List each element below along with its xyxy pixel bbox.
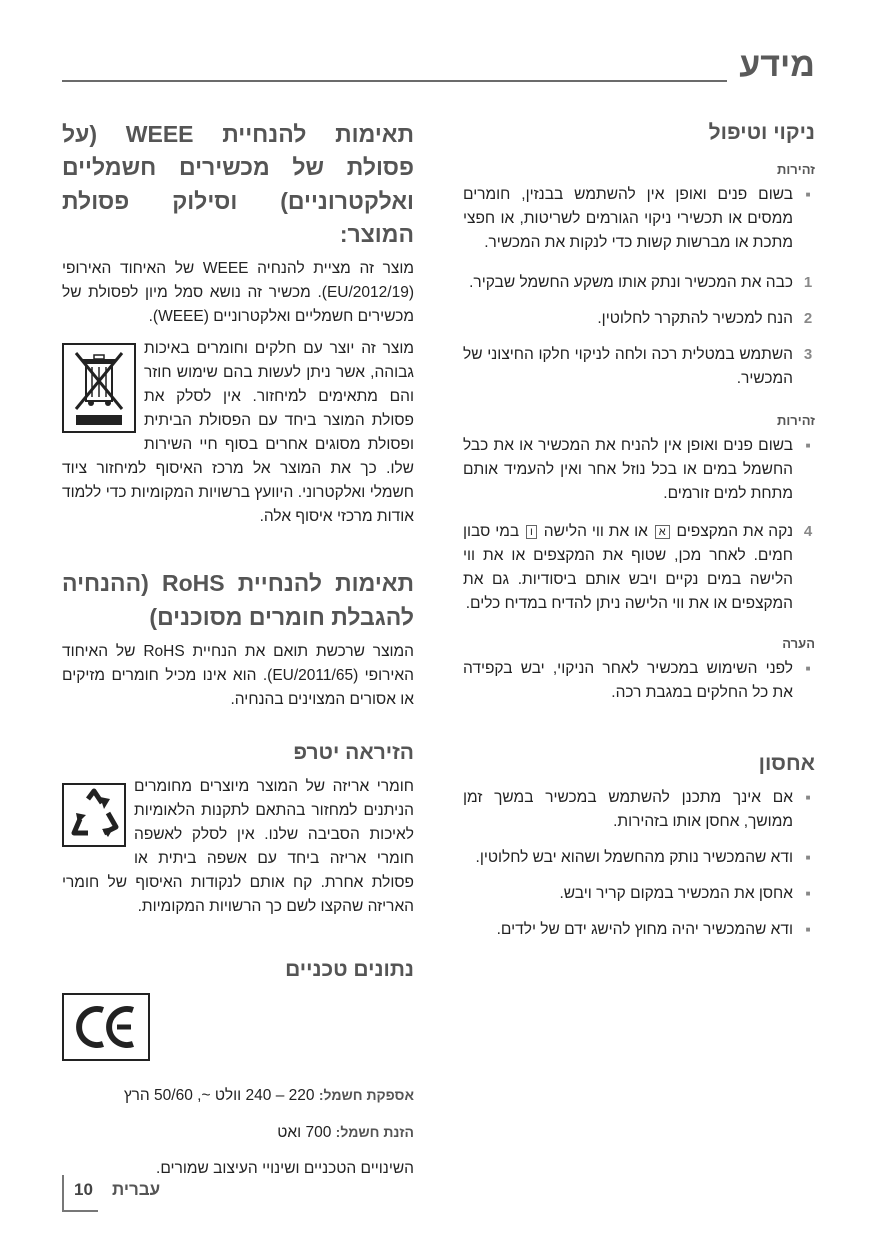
bullet-icon: ■ bbox=[805, 441, 811, 451]
bullet-icon: ■ bbox=[805, 924, 811, 934]
list-item: ■ בשום פנים ואופן אין להניח את המכשיר או את כבל החשמל במים או בכל נוזל אחר ואין להעמיד אותם מתחת למים זורמים. bbox=[463, 434, 815, 506]
technical-heading: נתונים טכניים bbox=[285, 957, 414, 981]
rohs-paragraph: המוצר שרכשת תואם את הנחיית RoHS של האיחוד האירופי (EU/2011/65). הוא אינו מכיל חומרים מזיקים או אסורים המצוינים בהנחיה. bbox=[62, 643, 415, 709]
storage-heading: אחסון bbox=[758, 752, 815, 776]
bullet-icon: ■ bbox=[805, 792, 811, 802]
list-item: ■ ודא שהמכשיר נותק מהחשמל ושהוא יבש לחלוטין. bbox=[463, 846, 815, 870]
step-item: 1 כבה את המכשיר ונתק אותו משקע החשמל שבקיר. bbox=[469, 274, 813, 292]
packaging-paragraph: חומרי אריזה של המוצר מיוצרים מחומרים הניתנים למחזור בהתאם לתקנות הלאומיות לאיכות הסביבה שלנו. אין לסלק לאשפה חומרי אריזה ביחד עם אשפה ביתית או פסולת אחרת. קח אותם לנקודות האיסוף של חומרי האריזה שהקצו לשם כך הרשויות המקומיות. bbox=[62, 777, 414, 915]
cleaning-heading: ניקוי וטיפול bbox=[708, 121, 815, 144]
list-item: ■ בשום פנים ואופן אין להשתמש בבנזין, חומרים ממסים או תכשירי ניקוי הגורמים לשריטות, או חפצי מתכת או מברשות קשות כדי לנקות את המכשיר. bbox=[463, 183, 815, 255]
footer-rule bbox=[62, 1175, 64, 1211]
ce-mark-icon bbox=[62, 993, 150, 1061]
key-b-label: ו bbox=[526, 525, 537, 539]
crossed-bin-icon bbox=[62, 343, 136, 433]
list-item: ■ לפני השימוש במכשיר לאחר הניקוי, יבש בקפידה את כל החלקים במגבת רכה. bbox=[463, 657, 815, 705]
weee-heading: תאימות להנחיית WEEE (על פסולת של מכשירים חשמליים ואלקטרוניים) וסילוק פסולת המוצר: bbox=[62, 121, 415, 248]
footer-language: עברית bbox=[112, 1180, 161, 1199]
packaging-heading: הזיראה יטרפ bbox=[293, 741, 414, 765]
recycle-icon bbox=[62, 783, 126, 847]
footer-rule bbox=[62, 1210, 98, 1212]
warning-label: זהירות bbox=[777, 413, 815, 429]
rohs-heading: תאימות להנחיית RoHS (ההנחיה להגבלת חומרים מסוכנים) bbox=[62, 570, 414, 630]
power-input-spec: הזנת חשמל: 700 ואט bbox=[277, 1123, 414, 1141]
bullet-icon: ■ bbox=[805, 852, 811, 862]
weee-paragraph: מוצר זה מציית להנחיה WEEE של האיחוד האירופי (EU/2012/19). מכשיר זה נושא סמל מיון לפסולת של מכשירים חשמליים ואלקטרוניים (WEEE). bbox=[62, 260, 415, 326]
page-number: 10 bbox=[74, 1180, 93, 1199]
power-supply-spec: אספקת חשמל: 220 – 240 וולט ~, 50/60 הרץ bbox=[123, 1086, 414, 1104]
disclaimer: השינויים הטכניים ושינויי העיצוב שמורים. bbox=[156, 1159, 414, 1177]
bullet-icon: ■ bbox=[805, 888, 811, 898]
note-label: הערה bbox=[782, 636, 815, 652]
list-item: ■ אם אינך מתכנן להשתמש במכשיר במשך זמן ממושך, אחסן אותו בזהירות. bbox=[463, 786, 815, 834]
key-a-label: א bbox=[655, 525, 670, 539]
bullet-icon: ■ bbox=[805, 664, 811, 674]
title-rule bbox=[62, 80, 727, 82]
page-title: מידע bbox=[739, 46, 815, 84]
step-item: 3 השתמש במטלית רכה ולחה לניקוי חלקו החיצוני של המכשיר. bbox=[463, 346, 813, 388]
weee-paragraph-2: מוצר זה יוצר עם חלקים וחומרים באיכות גבוהה, אשר ניתן לעשות בהם שימוש חוזר והם מתאימים למיחזור. אין לסלק את פסולת המוצר ביחד עם הפסולת הביתית ופסולת מסוגים אחרים בסוף חיי השירות שלו. כך את המוצר אל מרכז האיסוף למיחזור ציוד חשמלי ואלקטרוני. היוועץ ברשויות המקומיות כדי ללמוד אודות מרכזי איסוף אלה. bbox=[62, 340, 414, 526]
step-item: 4 נקה את המקצפים א או את ווי הלישה ו במי סבון חמים. לאחר מכן, שטוף את המקצפים או את ווי הלישה במים נקיים ויבש אותם ביסודיות. גם את המקצפים או את ווי הלישה ניתן להדיח במדיח כלים. bbox=[463, 523, 813, 613]
list-item: ■ אחסן את המכשיר במקום קריר ויבש. bbox=[463, 882, 815, 906]
list-item: ■ ודא שהמכשיר יהיה מחוץ להישג ידם של ילדים. bbox=[463, 918, 815, 942]
step-item: 2 הנח למכשיר להתקרר לחלוטין. bbox=[597, 310, 813, 328]
bullet-icon: ■ bbox=[805, 190, 811, 200]
left-column bbox=[62, 118, 414, 1193]
warning-label: זהירות bbox=[777, 162, 815, 178]
right-column bbox=[463, 118, 815, 954]
